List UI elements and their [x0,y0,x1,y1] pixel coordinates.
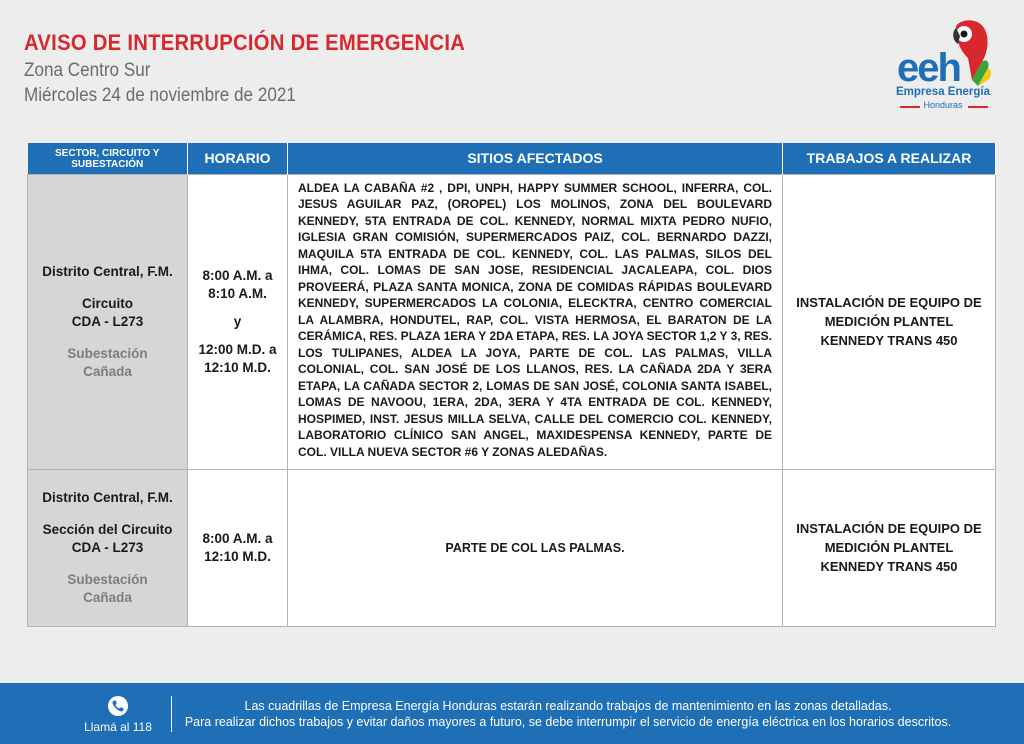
work-line-3: KENNEDY TRANS 450 [820,333,958,348]
header-sitios: SITIOS AFECTADOS [288,143,783,174]
work-line-2: MEDICIÓN PLANTEL [824,314,954,329]
circuit-label: Sección del Circuito [42,521,173,537]
zone-label: Zona Centro Sur [24,60,151,81]
circuit-code: CDA - L273 [71,313,144,329]
phone-icon[interactable] [108,696,128,716]
header-horario: HORARIO [188,143,288,174]
table-row [28,469,996,626]
eeh-logo [888,18,998,114]
work-line-3: KENNEDY TRANS 450 [820,559,958,574]
page-title: AVISO DE INTERRUPCIÓN DE EMERGENCIA [24,30,466,55]
work-cell [783,469,996,626]
notice-header [24,30,503,107]
logo-mark: eeh [897,46,960,90]
substation-name: Cañada [83,363,132,379]
logo-divider-right [968,106,988,108]
work-cell [783,174,996,469]
schedule-end-2: 12:10 M.D. [204,359,271,375]
footer-bar [0,683,1024,744]
schedule-connector: y [233,313,242,329]
table-header-row [28,143,996,174]
logo-company-name: Empresa Energía [896,86,990,98]
substation-label: Subestación [67,345,148,361]
district: Distrito Central, F.M. [42,489,173,505]
phone-label: Llamá al 118 [84,720,152,734]
header-trabajos: TRABAJOS A REALIZAR [783,143,996,174]
schedule-cell [188,469,288,626]
outage-table-container [27,143,995,627]
work-line-2: MEDICIÓN PLANTEL [824,540,954,555]
logo-country: Honduras [923,100,963,110]
district: Distrito Central, F.M. [42,263,173,279]
affected-sites-cell: ALDEA LA CABAÑA #2 , DPI, UNPH, HAPPY SUMMER SCHOOL, INFERRA, COL. JESUS AGUILAR PAZ, (OROPEL) LOS MOLINOS, ZONA DEL BOULEVARD KENNEDY, 5TA ENTRADA DE COL. KENNEDY, NORMAL MIXTA PEDRO NUFIO, IGLESIA GRAN COMISIÓN, SUPERMERCADOS PAIZ, COL. BERNARDO DAZZI, MAQUILA 5TA ENTRADA DE COL. KENNEDY, COL. LAS PALMAS, SILOS DEL IHMA, COL. LOMAS DE SAN JOSE, RESIDENCIAL JACALEAPA, COL. DIOS PROVEERÁ, PLAZA SANTA MONICA, ZONA DE COMIDAS RÁPIDAS BOULEVARD KENNEDY, SUPERMERCADOS LA COLONIA, ELECKTRA, CENTRO COMERCIAL LA ALAMBRA, HONDUTEL, RAP, COL. VISTA HERMOSA, EL BARATON DE LA CERÁMICA, RES. PLAZA 1ERA Y 2DA ETAPA, RES. LA JOYA SECTOR 1,2 Y 3, RES. LOS TULIPANES, ALDEA LA JOYA, PARTE DE COL. LAS PALMAS, VILLA COLONIAL, COL. SAN JOSÉ DE LOS LLANOS, RES. LA CAÑADA 2DA Y 3ERA ETAPA, LA CAÑADA SECTOR 2, LOMAS DE SAN JOSÉ, COLONIA SANTA ISABEL, LOMAS DE NAVOOU, 1ERA, 2DA, 3ERA Y 4TA ENTRADA DE COL. KENNEDY, HOSPIMED, INST. JESUS MILLA SELVA, CALLE DEL COMERCIO COL. KENNEDY, LABORATORIO CLÍNICO SAN ANGEL, MAXIDESPENSA KENNEDY, PARTE DE COL. VILLA NUEVA SECTOR #6 Y ZONAS ALEDAÑAS. [288,174,783,469]
outage-table [27,143,996,627]
date-label: Miércoles 24 de noviembre de 2021 [24,85,296,106]
schedule-start: 8:00 A.M. a [202,530,273,546]
footer-message [178,698,958,730]
circuit-label: Circuito [81,295,133,311]
affected-sites-cell: PARTE DE COL LAS PALMAS. [288,469,783,626]
substation-label: Subestación [67,571,148,587]
substation-name: Cañada [83,589,132,605]
schedule-start-2: 12:00 M.D. a [198,341,277,357]
table-row [28,174,996,469]
footer-line-1: Las cuadrillas de Empresa Energía Honduras estarán realizando trabajos de mantenimiento en las zonas detalladas. [244,699,892,713]
circuit-code: CDA - L273 [71,539,144,555]
footer-divider [171,696,172,732]
schedule-cell [188,174,288,469]
schedule-end: 12:10 M.D. [204,548,271,564]
work-line-1: INSTALACIÓN DE EQUIPO DE [796,295,982,310]
schedule-end-1: 8:10 A.M. [208,285,267,301]
footer-line-2: Para realizar dichos trabajos y evitar daños mayores a futuro, se debe interrumpir el servicio de energía eléctrica en los horarios descritos. [184,715,952,729]
schedule-start-1: 8:00 A.M. a [202,267,273,283]
work-line-1: INSTALACIÓN DE EQUIPO DE [796,521,982,536]
sector-cell [28,174,188,469]
header-sector: SECTOR, CIRCUITO Y SUBESTACIÓN [28,143,188,174]
sector-cell [28,469,188,626]
